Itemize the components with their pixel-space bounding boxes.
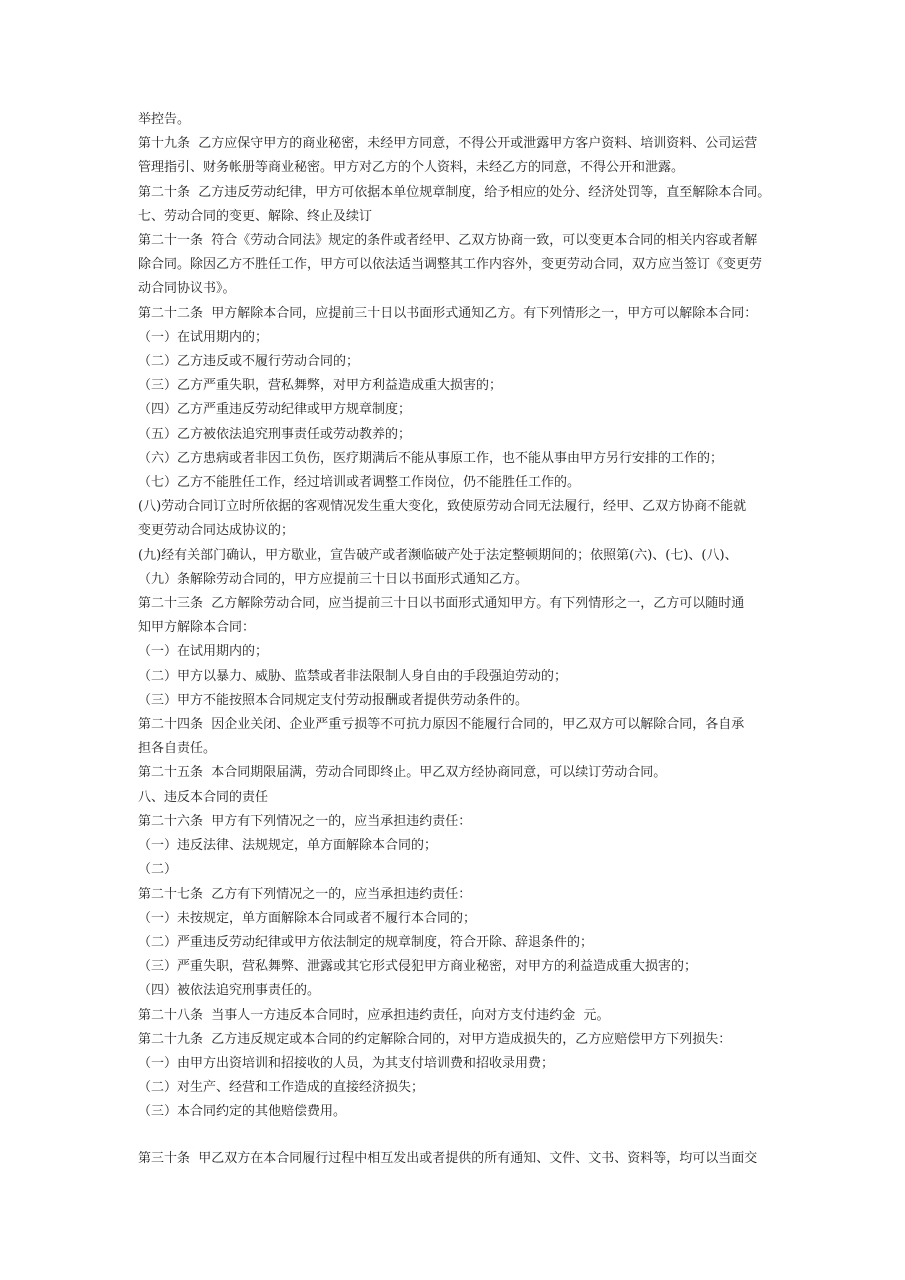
text-line: 第二十八条 当事人一方违反本合同时，应承担违约责任，向对方支付违约金 元。 <box>138 1007 610 1023</box>
list-item: （二） <box>138 862 178 878</box>
list-item: （一）违反法律、法规规定，单方面解除本合同的； <box>138 838 438 854</box>
list-item: （三）甲方不能按照本合同规定支付劳动报酬或者提供劳动条件的。 <box>138 692 529 708</box>
text-line: 第二十五条 本合同期限届满，劳动合同即终止。甲乙双方经协商同意，可以续订劳动合同。 <box>138 765 667 781</box>
list-item: （一）未按规定，单方面解除本合同或者不履行本合同的； <box>138 910 477 926</box>
list-item: （二）甲方以暴力、威胁、监禁或者非法限制人身自由的手段强迫劳动的； <box>138 668 568 684</box>
list-item: (八)劳动合同订立时所依据的客观情况发生重大变化，致使原劳动合同无法履行，经甲、乙双方协商不能就 <box>138 499 747 515</box>
text-line: （九）条解除劳动合同的，甲方应提前三十日以书面形式通知乙方。 <box>138 571 529 587</box>
list-item: （六）乙方患病或者非因工负伤，医疗期满后不能从事原工作，也不能从事由甲方另行安排的工作的； <box>138 450 724 466</box>
text-line: 第三十条 甲乙双方在本合同履行过程中相互发出或者提供的所有通知、文件、文书、资料等，均可以当面交 <box>138 1150 758 1166</box>
text-line: 第二十二条 甲方解除本合同，应提前三十日以书面形式通知乙方。有下列情形之一，甲方可以解除本合同： <box>138 305 758 321</box>
text-line: 动合同协议书》。 <box>138 281 236 297</box>
list-item: （二）严重违反劳动纪律或甲方依法制定的规章制度，符合开除、辞退条件的； <box>138 934 594 950</box>
contract-text-body <box>138 108 778 1171</box>
text-line: 知甲方解除本合同： <box>138 620 256 636</box>
text-line: 第十九条 乙方应保守甲方的商业秘密，未经甲方同意，不得公开或泄露甲方客户资料、培训资料、公司运营 <box>138 136 758 152</box>
text-line: 第二十九条 乙方违反规定或本合同的约定解除合同的，对甲方造成损失的，乙方应赔偿甲方下列损失： <box>138 1031 732 1047</box>
list-item: （三）本合同约定的其他赔偿费用。 <box>138 1104 347 1120</box>
list-item: （七）乙方不能胜任工作，经过培训或者调整工作岗位，仍不能胜任工作的。 <box>138 475 581 491</box>
list-item: （四）乙方严重违反劳动纪律或甲方规章制度； <box>138 402 412 418</box>
text-line: 管理指引、财务帐册等商业秘密。甲方对乙方的个人资料，未经乙方的同意，不得公开和泄露。 <box>138 160 685 176</box>
text-line: 第二十一条 符合《劳动合同法》规定的条件或者经甲、乙双方协商一致，可以变更本合同的相关内容或者解 <box>138 233 758 249</box>
list-item: (九)经有关部门确认，甲方歇业，宣告破产或者濒临破产处于法定整顿期间的；依照第(六)、(七)、(八)、 <box>138 547 738 563</box>
text-line: 第二十三条 乙方解除劳动合同，应当提前三十日以书面形式通知甲方。有下列情形之一，乙方可以随时通 <box>138 596 745 612</box>
list-item: （三）严重失职，营私舞弊、泄露或其它形式侵犯甲方商业秘密，对甲方的利益造成重大损害的； <box>138 959 698 975</box>
list-item: （三）乙方严重失职，营私舞弊，对甲方利益造成重大损害的； <box>138 378 503 394</box>
section-heading: 八、违反本合同的责任 <box>138 789 269 805</box>
text-line: 第二十四条 因企业关闭、企业严重亏损等不可抗力原因不能履行合同的，甲乙双方可以解除合同，各自承 <box>138 717 745 733</box>
list-item: （一）在试用期内的； <box>138 644 269 660</box>
list-item: （五）乙方被依法追究刑事责任或劳动教养的； <box>138 426 412 442</box>
list-item: （一）由甲方出资培训和招接收的人员，为其支付培训费和招收录用费； <box>138 1055 555 1071</box>
section-heading: 七、劳动合同的变更、解除、终止及续订 <box>138 208 373 224</box>
text-line: 变更劳动合同达成协议的； <box>138 523 295 539</box>
text-line: 第二十六条 甲方有下列情况之一的，应当承担违约责任： <box>138 813 472 829</box>
text-line: 第二十七条 乙方有下列情况之一的，应当承担违约责任： <box>138 886 472 902</box>
text-line: 第二十条 乙方违反劳动纪律，甲方可依据本单位规章制度，给予相应的处分、经济处罚等，直至解除本合同。 <box>138 184 771 200</box>
list-item: （二）乙方违反或不履行劳动合同的； <box>138 354 360 370</box>
text-line: 举控告。 <box>138 112 191 127</box>
text-line: 担各自责任。 <box>138 741 217 757</box>
text-line: 除合同。除因乙方不胜任工作，甲方可以依法适当调整其工作内容外，变更劳动合同，双方应当签订《变更劳 <box>138 257 763 273</box>
list-item: （一）在试用期内的； <box>138 329 269 345</box>
list-item: （二）对生产、经营和工作造成的直接经济损失； <box>138 1080 425 1096</box>
list-item: （四）被依法追究刑事责任的。 <box>138 983 321 999</box>
